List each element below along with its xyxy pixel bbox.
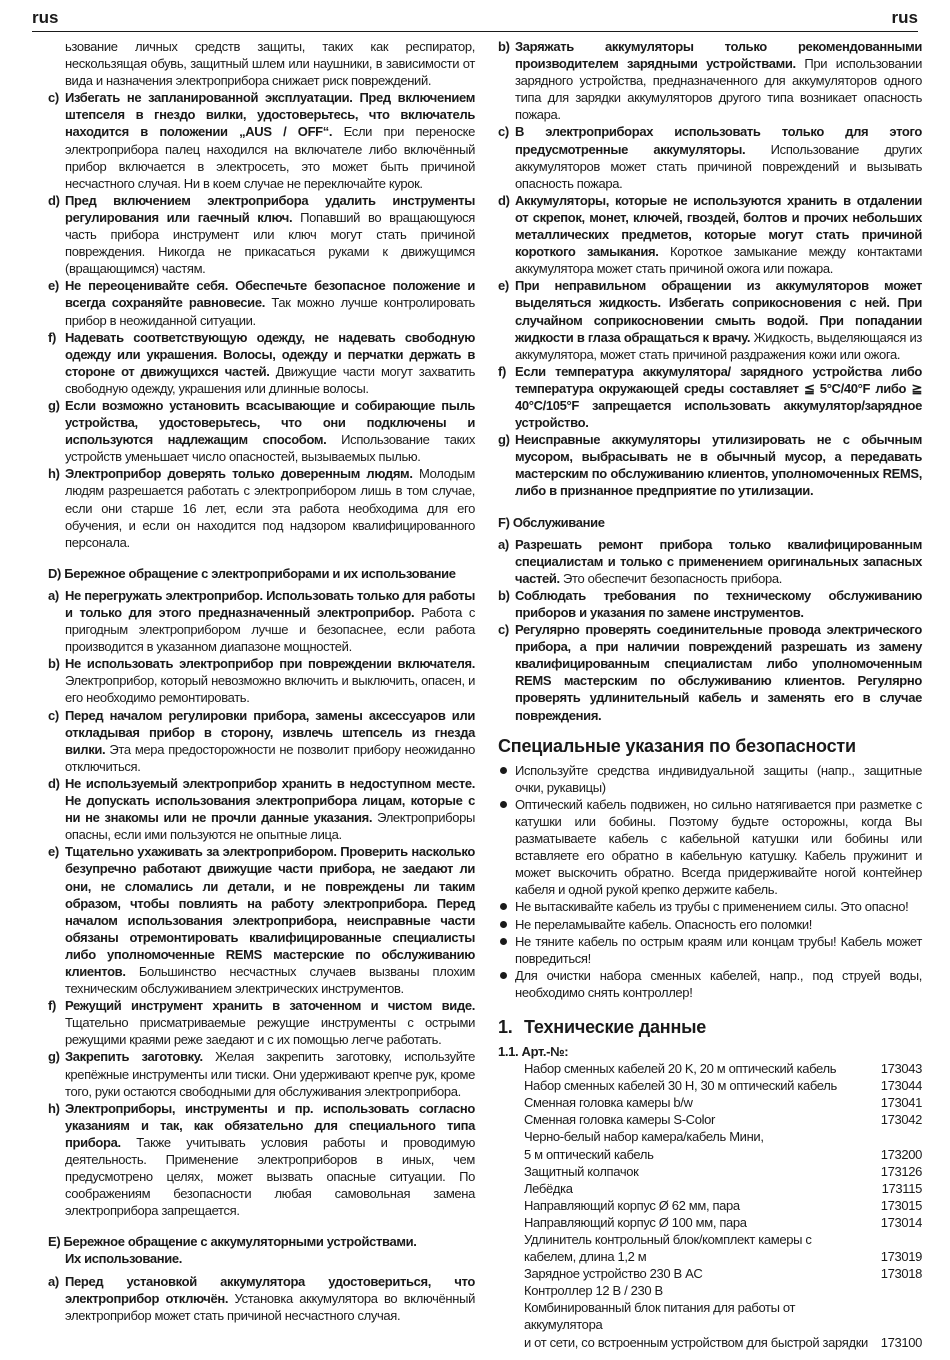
language-label-left: rus: [32, 8, 59, 27]
bullet-dot-icon: [500, 767, 507, 774]
table-row: [524, 1094, 922, 1111]
item-label: a): [48, 1273, 59, 1289]
list-item: [48, 655, 475, 706]
bullet-item: [498, 933, 922, 967]
item-text: Короткое замыкание между контактами аккумулятора может стать причиной ожога или пожара.: [515, 244, 922, 277]
item-bold-text: Аккумуляторы, которые не используются хранить в отдалении от скрепок, монет, ключей, гвоздей, болтов и прочих небольших металлических предметов, которые могут стать причиной короткого замыкания.: [515, 192, 922, 260]
part-name: Набор сменных кабелей 30 H, 30 м оптический кабель: [524, 1078, 837, 1094]
item-label: g): [48, 1049, 60, 1065]
item-text: Работа с пригодным электроприбором лучше и безопаснее, если работа производится в указанном диапазоне мощностей.: [65, 605, 475, 655]
section-e-title-line2: Их использование.: [65, 1251, 182, 1267]
item-label: a): [498, 536, 509, 552]
list-item: [498, 536, 922, 587]
item-text: Электроприбор, который невозможно включить и выключить, опасен, и его необходимо ремонтировать.: [65, 673, 475, 706]
item-bold-text: Неисправные аккумуляторы утилизировать не с обычным мусором, выбрасывать не в обычный мусор, а передавать мастерским по обслуживанию клиентов, уполномоченных REMS, либо в признанное предприятие по утилизации.: [515, 432, 922, 499]
part-name: Зарядное устройство 230 В AC: [524, 1266, 703, 1282]
table-row: [524, 1299, 922, 1333]
part-code: [870, 1299, 922, 1333]
table-row: [524, 1163, 922, 1180]
right-column: [498, 38, 922, 1351]
item-bold-text: Соблюдать требования по техническому обслуживанию приборов и указания по замене инструментов.: [515, 587, 922, 620]
item-bold-text: Не используемый электроприбор хранить в недоступном месте. Не допускать использования электроприбора лицам, которые с ни не знакомы или не прочли данные указания.: [65, 775, 475, 826]
technical-data-title: Технические данные: [524, 1016, 707, 1037]
item-text: Большинство несчастных случаев вызваны плохим техническим обслуживанием электрических инструментов.: [65, 963, 475, 997]
section-d-list: [48, 587, 475, 1219]
item-bold-text: Разрешать ремонт прибора только квалифицированным специалистам и только с применением оригинальных запасных частей.: [515, 536, 922, 586]
list-item: [48, 277, 475, 328]
item-bold-text: Не переоценивайте себя. Обеспечьте безопасное положение и всегда сохраняйте равновесие.: [65, 278, 475, 311]
list-item: [498, 587, 922, 621]
bullet-dot-icon: [500, 972, 507, 979]
item-label: d): [498, 192, 510, 208]
bullet-text: Используйте средства индивидуальной защиты (напр., защитные очки, рукавицы): [515, 762, 922, 795]
technical-data-heading: [498, 1017, 922, 1037]
item-label: e): [48, 278, 59, 294]
part-code: 173200: [880, 1146, 922, 1162]
item-label: d): [48, 775, 60, 791]
list-item: [48, 707, 475, 775]
part-name: Удлинитель контрольный блок/комплект камеры с: [524, 1232, 812, 1247]
part-name: Набор сменных кабелей 20 K, 20 м оптический кабель: [524, 1061, 837, 1077]
part-name: Направляющий корпус Ø 62 мм, пара: [524, 1197, 740, 1213]
part-name: Сменная головка камеры b/w: [524, 1095, 693, 1111]
part-name: Контроллер 12 В / 230 В: [524, 1283, 663, 1299]
item-bold-text: Если возможно установить всасывающие и собирающие пыль устройства, удостоверьтесь, что они подключены и используются надлежащим способом.: [65, 397, 475, 448]
part-code: 173126: [880, 1163, 922, 1179]
item-text: Также учитывать условия работы и проводимую деятельность. Применение электроприборов в иных, чем предусмотрено целях, может вызвать опасные ситуации. По соображениям безопасности любая самовольная замена электроприбора запрещается.: [65, 1134, 475, 1219]
item-text: Тщательно присматриваемые режущие инструменты с острыми режущими краями реже заедают и с их помощью легче работать.: [65, 1015, 475, 1048]
item-label: e): [498, 278, 509, 294]
item-bold-text: При неправильном обращении из аккумуляторов может выделяться жидкость. Избегать соприкосновения с ней. При случайном соприкосновении смыть водой. При попадании жидкости в глаза обращаться к врачу.: [515, 278, 922, 345]
part-code: [870, 1128, 922, 1145]
bullet-item: [498, 916, 922, 933]
item-bold-text: Перед началом регулировки прибора, замены аксессуаров или откладывая прибор в сторону, извлечь штепсель из гнезда вилки.: [65, 707, 475, 757]
table-row: [524, 1334, 922, 1351]
table-row: [524, 1231, 922, 1248]
section-c-list: [48, 89, 475, 551]
bullet-dot-icon: [500, 938, 507, 945]
table-row: [524, 1214, 922, 1231]
table-row: [524, 1128, 922, 1145]
list-item: [48, 89, 475, 192]
list-item: [48, 1100, 475, 1220]
item-text: Использование таких устройств уменьшает число опасностей, вызываемых пылью.: [65, 432, 475, 465]
technical-data-number: 1.: [498, 1016, 513, 1037]
item-text: Установка аккумулятора во включённый электроприбор может стать причиной несчастного случая.: [65, 1290, 475, 1323]
item-label: c): [498, 622, 509, 638]
section-e-title: [48, 1233, 475, 1267]
special-safety-list: [498, 762, 922, 1001]
item-text: При использовании зарядного устройства, предназначенного для аккумуляторов одного типа для зарядки аккумуляторов другого типа возникает опасность пожара.: [515, 56, 922, 123]
item-bold-text: Не использовать электроприбор при повреждении включателя.: [65, 656, 475, 672]
item-bold-text: Если температура аккумулятора/ зарядного устройства либо температура окружающей среды составляет ≦ 5°C/40°F либо ≧ 40°C/105°F запрещается использовать аккумулятор/зарядное устройство.: [515, 363, 922, 431]
bullet-item: [498, 967, 922, 1001]
table-row: [524, 1282, 922, 1299]
item-label: b): [498, 587, 510, 603]
table-row: [524, 1146, 922, 1163]
item-bold-text: Электроприбор доверять только доверенным людям.: [65, 466, 413, 482]
item-label: h): [48, 1100, 60, 1116]
item-text: Желая закрепить заготовку, используйте крепёжные инструменты или тиски. Они удерживают крепче рук, кроме того, руки остаются свободными для обслуживания электроприбора.: [65, 1049, 475, 1099]
item-label: c): [498, 124, 509, 140]
list-item: [498, 192, 922, 277]
table-row: [524, 1180, 922, 1197]
item-bold-text: Избегать не запланированной эксплуатации. Пред включением штепселя в гнездо вилки, удостоверьтесь, что включатель находится в положении „AUS / OFF“.: [65, 90, 475, 140]
list-item: [48, 329, 475, 397]
section-e-list-continued: [498, 38, 922, 500]
item-label: c): [48, 90, 59, 106]
table-row: [524, 1248, 922, 1265]
table-row: [524, 1111, 922, 1128]
list-item: [48, 465, 475, 550]
item-text: Попавший во вращающуюся часть прибора инструмент или ключ могут стать причиной повреждения. Никогда не прикасаться руками к движущимся (вращающимся) частям.: [65, 209, 475, 277]
list-item: [498, 431, 922, 499]
item-bold-text: Электроприборы, инструменты и пр. использовать согласно указаниям и так, как обязательно для специального типа прибора.: [65, 1100, 475, 1150]
item-label: f): [48, 998, 56, 1014]
item-label: g): [48, 397, 60, 413]
special-safety-heading: Специальные указания по безопасности: [498, 735, 856, 756]
parts-table: [524, 1060, 922, 1351]
list-item: [498, 277, 922, 362]
item-bold-text: Перед установкой аккумулятора удостовериться, что электроприбор отключён.: [65, 1273, 475, 1306]
bullet-text: Для очистки набора сменных кабелей, напр., под струей воды, необходимо снять контроллер!: [515, 967, 922, 1000]
bullet-dot-icon: [500, 921, 507, 928]
article-number-label: 1.1. Арт.-№:: [498, 1043, 569, 1059]
list-item: [48, 997, 475, 1048]
bullet-item: [498, 796, 922, 899]
part-code: [870, 1282, 922, 1299]
part-code: 173100: [880, 1334, 922, 1350]
table-row: [524, 1077, 922, 1094]
section-e-list: [48, 1273, 475, 1324]
part-code: 173115: [881, 1180, 922, 1196]
list-item: [48, 775, 475, 843]
item-text: Это обеспечит безопасность прибора.: [559, 570, 783, 586]
item-bold-text: Надевать соответствующую одежду, не надевать свободную одежду или украшения. Волосы, одежду и перчатки держать в стороне от движущихся частей.: [65, 329, 475, 379]
part-code: 173044: [880, 1078, 922, 1094]
list-item: [498, 363, 922, 431]
item-bold-text: Режущий инструмент хранить в заточенном и чистом виде.: [65, 998, 475, 1014]
item-text: Электроприборы опасны, если ими пользуются не опытные лица.: [65, 810, 475, 843]
item-bold-text: Регулярно проверять соединительные провода электрического прибора, а при наличии повреждений разрешать из замену квалифицированным специалистам либо уполномоченным REMS мастерским по обслуживанию клиентов. Регулярно проверять удлинительный кабель и заменять его в случае повреждения.: [515, 622, 922, 723]
section-e-title-line1: E) Бережное обращение с аккумуляторными устройствами.: [48, 1234, 417, 1250]
part-code: 173019: [880, 1249, 922, 1265]
bullet-text: Оптический кабель подвижен, но сильно натягивается при разметке с катушки или бобины. Поэтому будьте осторожны, когда Вы разматываете кабель с кабельной катушки или бобины или вставляете его обратно в кабельную катушку. Кабель пружинит и может выскочить обратно. Всегда придерживайте ногой контейнер кабеля и одной рукой крепко держите кабель.: [515, 796, 922, 898]
item-bold-text: Заряжать аккумуляторы только рекомендованными производителем зарядными устройствами.: [515, 39, 922, 72]
part-name: Черно-белый набор камера/кабель Мини,: [524, 1129, 764, 1145]
list-item: [48, 192, 475, 277]
bullet-item: [498, 898, 922, 915]
item-text: Если при переноске электроприбора палец находился на включателе либо включённый прибор включается в электросеть, это может быть причиной несчастного случая. Ни в коем случае не переключайте курок.: [65, 124, 476, 191]
part-name: Сменная головка камеры S-Color: [524, 1112, 716, 1128]
list-item: [498, 123, 922, 191]
section-f-list: [498, 536, 922, 724]
list-item: [48, 843, 475, 997]
bullet-dot-icon: [500, 903, 507, 910]
item-text: Движущие части могут захватить свободную одежду, украшения или длинные волосы.: [65, 363, 475, 396]
part-code: [870, 1231, 922, 1248]
item-bold-text: В электроприборах использовать только для этого предусмотренные аккумуляторы.: [515, 124, 922, 157]
item-text: Так можно лучше контролировать прибор в неожиданной ситуации.: [65, 295, 475, 328]
list-item: [48, 587, 475, 655]
item-label: f): [498, 363, 506, 379]
table-row: [524, 1060, 922, 1077]
part-code: 173014: [880, 1214, 922, 1230]
bullet-text: Не вытаскивайте кабель из трубы с применением силы. Это опасно!: [515, 899, 909, 915]
item-label: h): [48, 466, 60, 482]
part-code: 173043: [880, 1061, 922, 1077]
intro-paragraph: ьзование личных средств защиты, таких как респиратор, нескользящая обувь, защитный шлем или наушники, в зависимости от вида и назначения электроприбора снижает риск повреждений.: [65, 39, 475, 89]
item-text: Молодым людям разрешается работать с электроприбором лишь в том случае, если они старше 16 лет, если эта работа необходима для его обучения, и если он находится под надзором квалифицированного персонала.: [65, 466, 475, 550]
section-f-title: F) Обслуживание: [498, 514, 605, 530]
left-column: [48, 38, 475, 1324]
part-name: и от сети, со встроенным устройством для быстрой зарядки: [524, 1334, 868, 1350]
item-label: b): [498, 39, 510, 54]
list-item: [48, 1048, 475, 1099]
list-item: [48, 397, 475, 465]
part-name: Комбинированный блок питания для работы от аккумулятора: [524, 1300, 796, 1333]
part-name: кабелем, длина 1,2 м: [524, 1249, 647, 1265]
list-item: [498, 621, 922, 724]
part-code: 173015: [880, 1197, 922, 1213]
item-bold-text: Пред включением электроприбора удалить инструменты регулирования или гаечный ключ.: [65, 192, 475, 225]
item-label: g): [498, 432, 510, 448]
item-bold-text: Тщательно ухаживать за электроприбором. Проверить насколько безупречно работают движущие части прибора, не заедают ли они, не сломались ли детали, и не повреждены ли таким образом, чтобы повлиять на работу электроприбора. Перед началом использования электроприбора, неисправные части обязаны отремонтировать квалифицированные специалисты либо уполномоченные REMS мастерские по обслуживанию клиентов.: [65, 844, 475, 979]
table-row: [524, 1197, 922, 1214]
item-bold-text: Закрепить заготовку.: [65, 1049, 203, 1065]
section-d-title: D) Бережное обращение с электроприборами и их использование: [48, 565, 456, 581]
part-name: Направляющий корпус Ø 100 мм, пара: [524, 1214, 747, 1230]
item-label: b): [48, 656, 60, 672]
language-label-right: rus: [891, 8, 918, 27]
list-item: [498, 38, 922, 123]
item-label: c): [48, 707, 59, 723]
bullet-text: Не тяните кабель по острым краям или концам трубы! Кабель может повредиться!: [515, 933, 922, 966]
part-code: 173041: [880, 1095, 922, 1111]
part-name: Лебёдка: [524, 1180, 573, 1196]
header-rule: [32, 31, 918, 32]
bullet-item: [498, 762, 922, 796]
item-text: Жидкость, выделяющаяся из аккумулятора, может стать причиной раздражения кожи или ожога.: [515, 329, 922, 362]
item-label: e): [48, 844, 59, 860]
part-code: 173042: [880, 1112, 922, 1128]
list-item: [48, 1273, 475, 1324]
bullet-dot-icon: [500, 801, 507, 808]
table-row: [524, 1265, 922, 1282]
part-code: 173018: [880, 1266, 922, 1282]
part-name: Защитный колпачок: [524, 1163, 639, 1179]
item-label: a): [48, 587, 59, 603]
item-text: Эта мера предосторожности не позволит прибору неожиданно отключиться.: [65, 741, 475, 774]
item-label: f): [48, 329, 56, 345]
item-text: Использование других аккумуляторов может стать причиной повреждений и вызывать опасность пожара.: [515, 141, 922, 191]
part-name: 5 м оптический кабель: [524, 1146, 654, 1162]
bullet-text: Не переламывайте кабель. Опасность его поломки!: [515, 916, 813, 932]
item-label: d): [48, 192, 60, 208]
item-bold-text: Не перегружать электроприбор. Использовать только для работы и только для этого предназначенный электроприбор.: [65, 587, 475, 620]
